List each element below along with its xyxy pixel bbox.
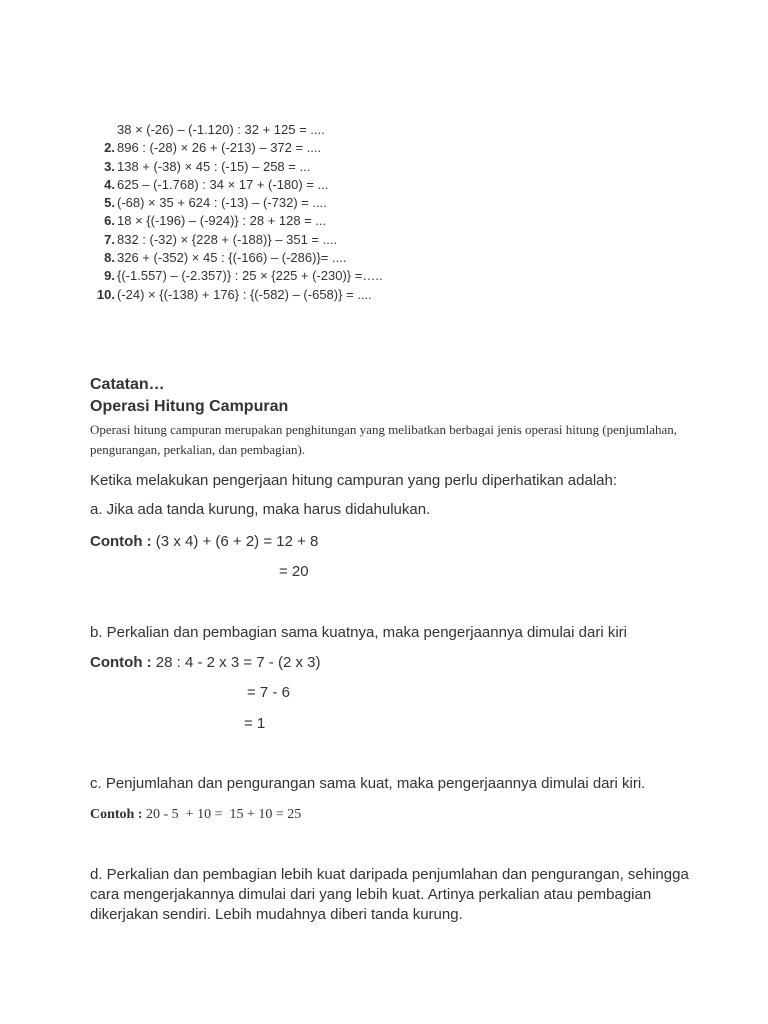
item-number: 5. [104,195,115,211]
item-expression: 832 : (-32) × {228 + (-188)} – 351 = .... [117,231,338,247]
item-number: 8. [104,250,115,266]
intro-paragraph: Operasi hitung campuran merupakan penghitungan yang melibatkan berbagai jenis operasi hitung (penjumlahan, pengurangan, perkalian, dan pembagian). [90,422,677,457]
lead-paragraph: Ketika melakukan pengerjaan hitung campuran yang perlu diperhatikan adalah: [90,472,618,489]
example-label: Contoh : [90,533,152,550]
item-number: 2. [104,140,115,156]
item-expression: (-68) × 35 + 624 : (-13) – (-732) = .... [117,195,327,211]
rule-b: b. Perkalian dan pembagian sama kuatnya, maka pengerjaannya dimulai dari kiri [90,624,627,641]
item-expression: 38 × (-26) – (-1.120) : 32 + 125 = .... [117,122,325,137]
item-number: 6. [104,213,115,229]
list-item [88,231,383,249]
item-number: 4. [104,176,115,192]
example-a-line-1 [90,532,318,552]
list-item [88,176,383,194]
list-item [88,249,383,267]
item-expression: (-24) × {(-138) + 176} : {(-582) – (-658)} = .... [117,286,372,302]
item-number: 10. [96,286,115,302]
item-number [88,121,117,139]
rule-a: a. Jika ada tanda kurung, maka harus didahulukan. [90,501,431,518]
example-b-line-1 [90,653,320,673]
list-item [88,139,383,157]
list-item [88,267,383,285]
item-expression: 896 : (-28) × 26 + (-213) – 372 = .... [117,140,322,156]
problem-list [88,121,383,304]
example-label: Contoh : [90,654,152,671]
item-expression: 138 + (-38) × 45 : (-15) – 258 = ... [117,158,311,174]
list-item [88,194,383,212]
list-item [88,212,383,230]
list-item [88,121,383,139]
section-title: Operasi Hitung Campuran [90,398,289,415]
example-b-expression: 28 : 4 - 2 x 3 = 7 - (2 x 3) [151,654,321,671]
example-a-expression: (3 x 4) + (6 + 2) = 12 + 8 [151,533,319,550]
item-expression: 18 × {(-196) – (-924)} : 28 + 128 = ... [117,213,327,229]
example-b-line-2: = 7 - 6 [247,684,290,701]
list-item [88,286,383,304]
item-expression: 326 + (-352) × 45 : {(-166) – (-286)}= .... [117,250,347,266]
item-number: 3. [104,158,115,174]
item-expression: {(-1.557) – (-2.357)} : 25 × {225 + (-230)} =….. [117,268,383,284]
rule-d: d. Perkalian dan pembagian lebih kuat daripada penjumlahan dan pengurangan, sehingga cara mengerjakannya dimulai dari yang lebih kuat. Artinya perkalian atau pembagian dikerjakan sendiri. Lebih mudahnya diberi tanda kurung. [90,866,689,923]
list-item [88,158,383,176]
note-heading: Catatan… [90,376,165,393]
example-a-line-2: = 20 [279,563,309,580]
example-b-line-3: = 1 [244,715,266,732]
example-c-line [90,805,301,825]
note-section [90,374,690,460]
item-number: 9. [104,268,115,284]
rule-c: c. Penjumlahan dan pengurangan sama kuat, maka pengerjaannya dimulai dari kiri. [90,775,646,792]
example-label: Contoh : [90,807,143,822]
item-number: 7. [104,231,115,247]
example-c-expression: 20 - 5 + 10 = 15 + 10 = 25 [142,807,302,822]
item-expression: 625 – (-1.768) : 34 × 17 + (-180) = ... [117,176,329,192]
